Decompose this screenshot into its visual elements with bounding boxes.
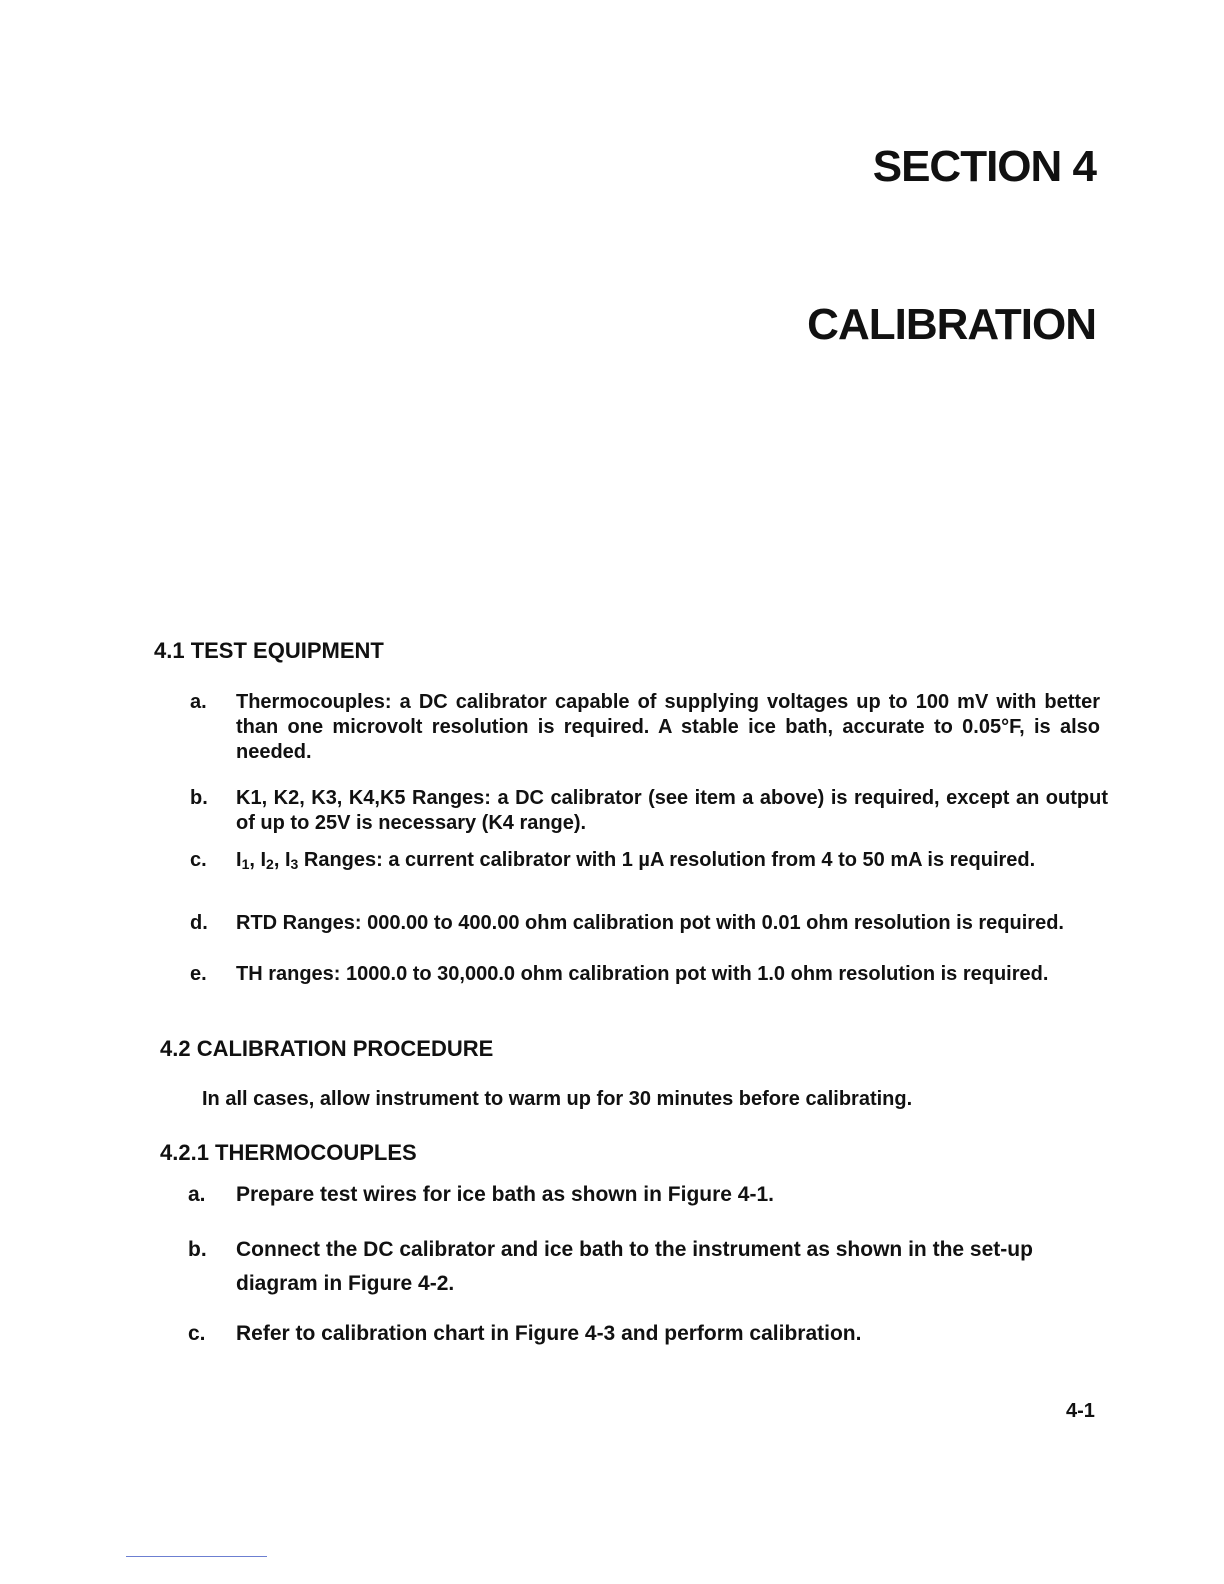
heading-thermocouples: 4.2.1 THERMOCOUPLES <box>160 1140 417 1165</box>
current-subscript: 3 <box>290 856 299 872</box>
current-symbol: I <box>284 849 291 871</box>
item-marker: c. <box>190 849 207 871</box>
thermocouple-step-c <box>188 1317 1108 1351</box>
footer-rule <box>126 1556 267 1557</box>
item-c-rest: Ranges: a current calibrator with 1 µA resolution from 4 to 50 mA is required. <box>303 849 1036 871</box>
current-symbol: I <box>260 849 267 871</box>
section-number: SECTION 4 <box>872 142 1096 191</box>
item-text: RTD Ranges: 000.00 to 400.00 ohm calibration pot with 0.01 ohm resolution is required. <box>236 912 1064 934</box>
heading-test-equipment: 4.1 TEST EQUIPMENT <box>154 638 384 663</box>
equipment-item-e <box>190 962 1106 987</box>
step-marker: b. <box>188 1238 207 1261</box>
thermocouple-step-b <box>188 1233 1108 1301</box>
current-subscript: 2 <box>266 856 274 872</box>
section-title: CALIBRATION <box>807 300 1096 349</box>
current-subscript: 1 <box>241 856 250 872</box>
item-marker: a. <box>190 691 207 713</box>
thermocouple-step-a <box>188 1178 1108 1212</box>
item-text: Thermocouples: a DC calibrator capable of supplying voltages up to 100 mV with better than one microvolt resolution is required. A stable ice bath, accurate to 0.05°F, is also needed. <box>236 691 1100 763</box>
step-marker: a. <box>188 1183 206 1206</box>
item-marker: b. <box>190 787 208 809</box>
procedure-intro: In all cases, allow instrument to warm up for 30 minutes before calibrating. <box>202 1088 913 1110</box>
step-text: Prepare test wires for ice bath as shown in Figure 4-1. <box>236 1183 774 1206</box>
item-marker: d. <box>190 912 208 934</box>
equipment-item-d <box>190 911 1096 936</box>
heading-calibration-procedure: 4.2 CALIBRATION PROCEDURE <box>160 1036 494 1061</box>
equipment-item-a <box>190 690 1100 765</box>
step-text: Connect the DC calibrator and ice bath to the instrument as shown in the set-up diagram in Figure 4-2. <box>236 1238 1033 1295</box>
current-symbol: I <box>236 849 242 871</box>
item-marker: e. <box>190 963 207 985</box>
equipment-item-b <box>190 786 1108 836</box>
item-text: $I_1$, $I_2$, $I_3$ Ranges: a current calibrator with 1 µA resolution from 4 to 50 mA is required. <box>236 849 1036 872</box>
step-text: Refer to calibration chart in Figure 4-3 and perform calibration. <box>236 1322 862 1345</box>
equipment-item-c <box>190 848 1096 877</box>
step-marker: c. <box>188 1322 206 1345</box>
item-text: K1, K2, K3, K4,K5 Ranges: a DC calibrator (see item a above) is required, except an output of up to 25V is necessary (K4 range). <box>236 787 1108 834</box>
item-text: TH ranges: 1000.0 to 30,000.0 ohm calibration pot with 1.0 ohm resolution is required. <box>236 963 1049 985</box>
page-number: 4-1 <box>1066 1400 1095 1422</box>
